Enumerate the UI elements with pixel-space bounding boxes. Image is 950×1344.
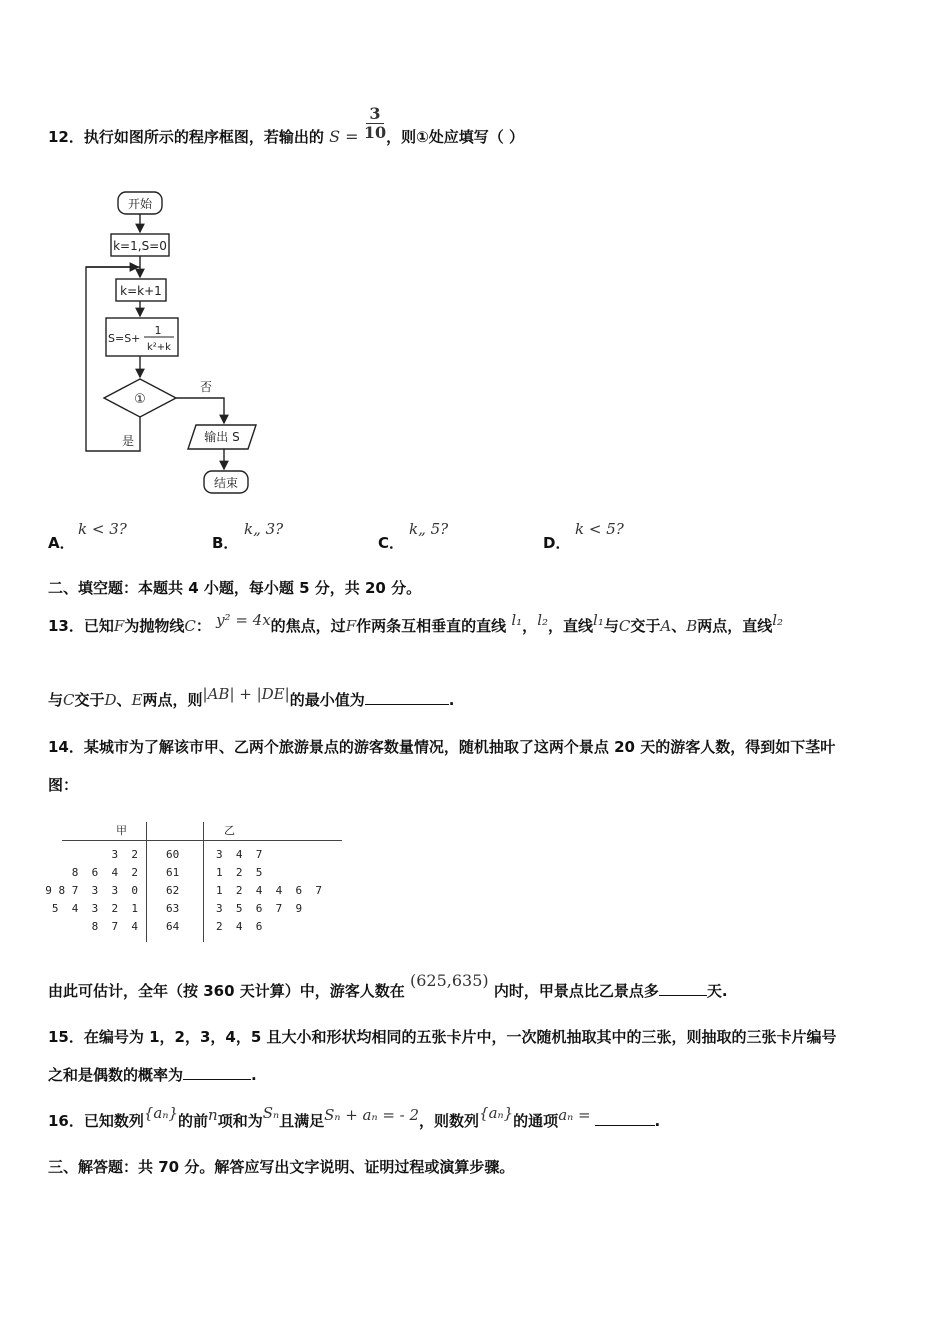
q13-text: 与 xyxy=(48,691,64,709)
q12-number: 12． xyxy=(48,128,84,146)
stemleaf-right-row: 1 2 4 4 6 7 xyxy=(216,884,322,897)
flow-sum-num: 1 xyxy=(154,324,162,337)
q14-line1 xyxy=(48,737,835,757)
stemleaf-right-row: 3 4 7 xyxy=(216,848,263,861)
option-letter: A． xyxy=(48,534,75,552)
q12-option-c xyxy=(378,533,404,553)
stemleaf-right-row: 3 5 6 7 9 xyxy=(216,902,303,915)
stemleaf-right-row: 2 4 6 xyxy=(216,920,263,933)
q16-answer-blank xyxy=(595,1111,655,1126)
q16-n: n xyxy=(208,1106,218,1124)
stemleaf-top-rule xyxy=(62,840,342,841)
q13-text: 两点，直线 xyxy=(697,617,773,635)
q16-condition: Sₙ + aₙ = - 2 xyxy=(324,1106,420,1124)
q13-sep: ， xyxy=(522,617,538,635)
stemleaf-divider-right xyxy=(203,822,204,942)
stemleaf-stem: 62 xyxy=(166,884,180,897)
q13-F: F xyxy=(113,617,125,635)
flow-yes-label: 是 xyxy=(122,434,135,448)
q16-text: 的通项 xyxy=(513,1112,559,1130)
q12-text-before: 执行如图所示的程序框图，若输出的 xyxy=(83,128,324,146)
flow-sum-left: S=S+ xyxy=(108,332,141,345)
q13-l2: l₂ xyxy=(772,611,784,629)
stemleaf-left-row: 8 7 4 xyxy=(91,920,138,933)
stemleaf-stem: 60 xyxy=(166,848,180,861)
q16-number: 16． xyxy=(48,1112,84,1130)
q16-an-eq: aₙ = xyxy=(558,1106,591,1124)
flow-output-label: 输出 S xyxy=(204,430,240,444)
q15-answer-blank xyxy=(183,1065,251,1080)
q13-E: E xyxy=(131,691,143,709)
stemleaf-left-title: 甲 xyxy=(116,824,127,837)
stemleaf-stem: 64 xyxy=(166,920,180,933)
q13-text: 、 xyxy=(671,617,687,635)
q13-A: A xyxy=(660,617,672,635)
q13-text: 的最小值为 xyxy=(289,691,365,709)
flow-sum-den: k²+k xyxy=(147,342,171,353)
q13-text: 作两条互相垂直的直线 xyxy=(356,617,507,635)
q16-text: ，则数列 xyxy=(419,1112,480,1130)
q14-interval: (625,635) xyxy=(410,971,489,990)
stemleaf-left-row: 8 6 4 2 xyxy=(71,866,138,879)
q15-text: 在编号为 1，2，3，4，5 且大小和形状均相同的五张卡片中，一次随机抽取其中的三张，则抽取的三张卡片编号 xyxy=(83,1028,837,1046)
q13-parabola-eq: y² = 4x xyxy=(216,611,271,629)
q16-text: 项和为 xyxy=(217,1112,263,1130)
q14-text: 由此可估计，全年（按 360 天计算）中，游客人数在 xyxy=(48,982,405,1000)
q13-text: 交于 xyxy=(74,691,105,709)
q15-line2 xyxy=(48,1065,257,1085)
q14-text: 内时，甲景点比乙景点多 xyxy=(493,982,659,1000)
q13-C: C xyxy=(618,617,631,635)
flow-condition-label: ① xyxy=(134,392,146,407)
q13-text: 交于 xyxy=(630,617,661,635)
option-letter: C． xyxy=(378,534,405,552)
q14-answer-blank xyxy=(659,981,707,996)
q13-abs-expr: |AB| + |DE| xyxy=(202,685,290,703)
q16-text: 且满足 xyxy=(279,1112,325,1130)
q12-option-d-expr: k < 5? xyxy=(575,520,624,538)
q13-text: 为抛物线 xyxy=(124,617,185,635)
stemleaf-stem: 61 xyxy=(166,866,180,879)
flow-start-label: 开始 xyxy=(127,197,153,211)
stemleaf-stem: 63 xyxy=(166,902,180,915)
q14-question xyxy=(48,971,728,1001)
q12-option-a xyxy=(48,533,75,553)
q15-line1 xyxy=(48,1027,837,1047)
q15-number: 15． xyxy=(48,1028,84,1046)
q13-C: C xyxy=(63,691,75,709)
q12-s-eq: S = xyxy=(329,127,359,146)
flow-step-label: k=k+1 xyxy=(120,284,162,298)
q13-text: 两点，则 xyxy=(142,691,203,709)
section3-heading: 三、解答题：共 70 分。解答应写出文字说明、证明过程或演算步骤。 xyxy=(48,1158,515,1176)
stemleaf-right-title: 乙 xyxy=(224,824,235,837)
q16-Sn: Sₙ xyxy=(262,1104,280,1122)
q12-frac-den: 10 xyxy=(363,123,387,142)
q16-text: 的前 xyxy=(178,1112,209,1130)
q15-end: . xyxy=(251,1066,257,1084)
stemleaf-right-row: 1 2 5 xyxy=(216,866,263,879)
q14-text: 某城市为了解该市甲、乙两个旅游景点的游客数量情况，随机抽取了这两个景点 20 天的游客人数，得到如下茎叶 xyxy=(83,738,836,756)
q13-C: C xyxy=(184,617,196,635)
option-letter: B． xyxy=(212,534,239,552)
q14-stemleaf xyxy=(45,818,348,943)
q15-text: 之和是偶数的概率为 xyxy=(48,1066,184,1084)
q14-line2: 图： xyxy=(48,776,79,794)
q16-text: 已知数列 xyxy=(83,1112,144,1130)
flow-init-label: k=1,S=0 xyxy=(113,239,167,253)
stemleaf-left-row: 9 8 7 3 3 0 xyxy=(45,884,138,897)
q13-number: 13． xyxy=(48,617,84,635)
section2-heading: 二、填空题：本题共 4 小题，每小题 5 分，共 20 分。 xyxy=(48,579,422,597)
q13-F: F xyxy=(345,617,357,635)
q13-text: 、 xyxy=(116,691,132,709)
q13-line1 xyxy=(48,611,784,636)
q16-seq: {aₙ} xyxy=(143,1104,178,1122)
q13-line2 xyxy=(48,685,455,710)
stemleaf-divider-left xyxy=(146,822,147,942)
q12-option-b-expr: k„ 3? xyxy=(244,520,284,538)
q12-frac-num: 3 xyxy=(366,105,383,124)
q12-text-after: ，则①处应填写（ ） xyxy=(386,128,525,146)
stemleaf-left-row: 5 4 3 2 1 xyxy=(51,902,138,915)
q16-line xyxy=(48,1104,661,1131)
q12-option-b xyxy=(212,533,238,553)
flow-no-label: 否 xyxy=(200,380,213,394)
q14-text: 天. xyxy=(706,982,728,1000)
q12-line xyxy=(48,104,525,147)
flow-end-label: 结束 xyxy=(213,476,239,490)
q13-text: 的焦点，过 xyxy=(270,617,346,635)
q14-number: 14． xyxy=(48,738,84,756)
stemleaf-left-row: 3 2 xyxy=(111,848,138,861)
q13-l2: l₂ xyxy=(537,611,548,629)
q13-text: 与 xyxy=(603,617,619,635)
q13-text: 已知 xyxy=(83,617,114,635)
q13-l1: l₁ xyxy=(593,611,604,629)
q12-option-a-expr: k < 3? xyxy=(78,520,127,538)
q12-option-d xyxy=(543,533,570,553)
q13-text: ： xyxy=(195,617,211,635)
q13-text: ，直线 xyxy=(548,617,594,635)
q13-B: B xyxy=(686,617,698,635)
q13-D: D xyxy=(104,691,117,709)
q12-option-c-expr: k„ 5? xyxy=(409,520,449,538)
q13-end: . xyxy=(448,691,455,709)
q12-flowchart xyxy=(78,185,278,500)
q12-fraction xyxy=(364,105,386,142)
q16-seq: {aₙ} xyxy=(479,1104,514,1122)
option-letter: D． xyxy=(543,534,571,552)
q16-end: . xyxy=(654,1112,661,1130)
q13-l1: l₁ xyxy=(511,611,523,629)
q13-answer-blank xyxy=(365,690,449,705)
